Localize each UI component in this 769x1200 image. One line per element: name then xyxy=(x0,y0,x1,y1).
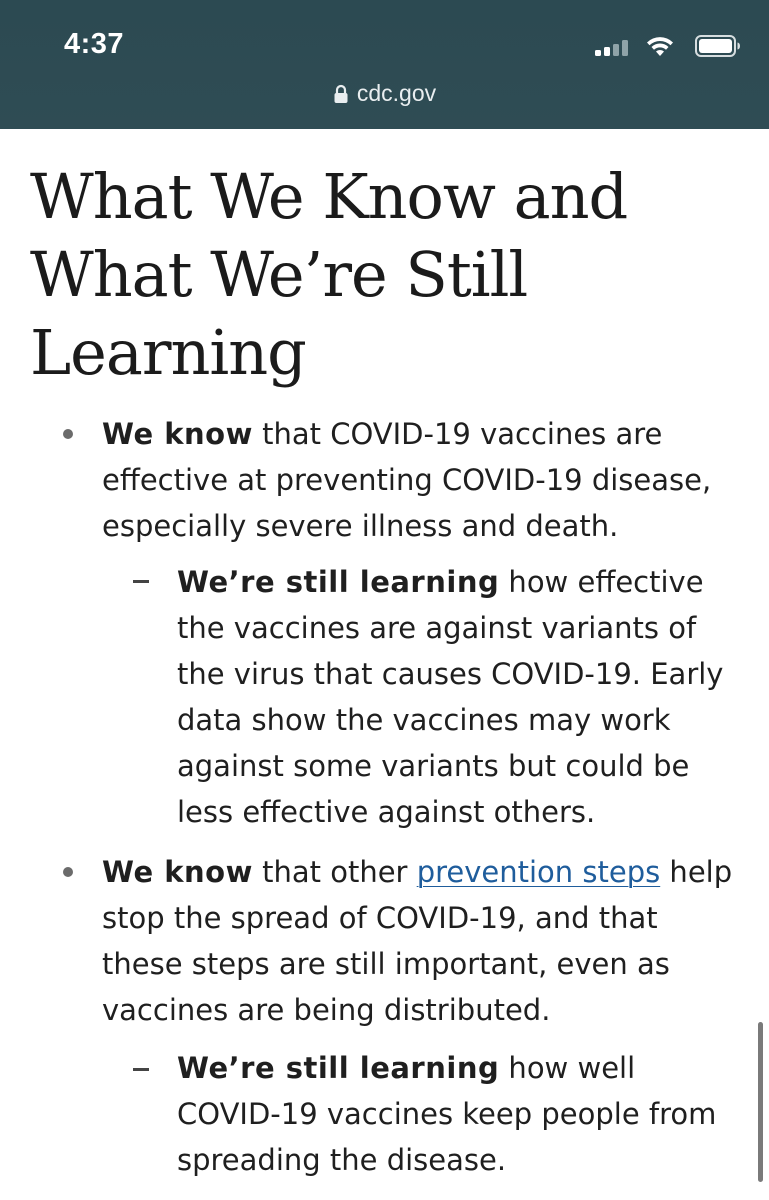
bullet-icon xyxy=(63,429,73,439)
article xyxy=(0,129,769,1200)
list-item xyxy=(102,411,732,549)
item-lead: We know xyxy=(102,855,253,889)
sub-item-lead: We’re still learning xyxy=(177,1051,500,1085)
address-bar[interactable] xyxy=(0,80,769,114)
bullet-icon xyxy=(63,867,73,877)
battery-icon xyxy=(695,35,741,57)
lock-icon xyxy=(333,84,349,104)
signal-icon xyxy=(595,40,629,56)
item-text: that COVID-19 vaccines are effective at preventing COVID-19 disease, especially severe illness and death. xyxy=(102,417,712,543)
dash-icon xyxy=(133,1068,149,1071)
status-icons xyxy=(591,34,741,60)
sub-list-item xyxy=(177,1045,742,1183)
page-title: What We Know and What We’re Still Learning xyxy=(30,160,628,389)
scrollbar[interactable] xyxy=(758,1022,763,1182)
sub-item-lead: We’re still learning xyxy=(177,565,500,599)
prevention-steps-link[interactable]: prevention steps xyxy=(416,855,661,889)
item-text: that other xyxy=(252,855,417,889)
sub-item-text: how effective the vaccines are against variants of the virus that causes COVID-19. Early data show the vaccines may work against some variants but could be less effective against others. xyxy=(177,565,724,829)
sub-list-item xyxy=(177,559,737,835)
list-item xyxy=(102,849,742,1033)
url-text: cdc.gov xyxy=(356,80,437,106)
ios-top-bar xyxy=(0,0,769,129)
item-text-after-link: help stop the spread of COVID-19, and that these steps are still important, even as vaccines are being distributed. xyxy=(102,855,733,1027)
status-time: 4:37 xyxy=(64,28,125,60)
dash-icon xyxy=(133,580,149,583)
sub-item-text: how well COVID-19 vaccines keep people from spreading the disease. xyxy=(177,1051,717,1177)
item-lead: We know xyxy=(102,417,253,451)
wifi-icon xyxy=(645,34,675,58)
